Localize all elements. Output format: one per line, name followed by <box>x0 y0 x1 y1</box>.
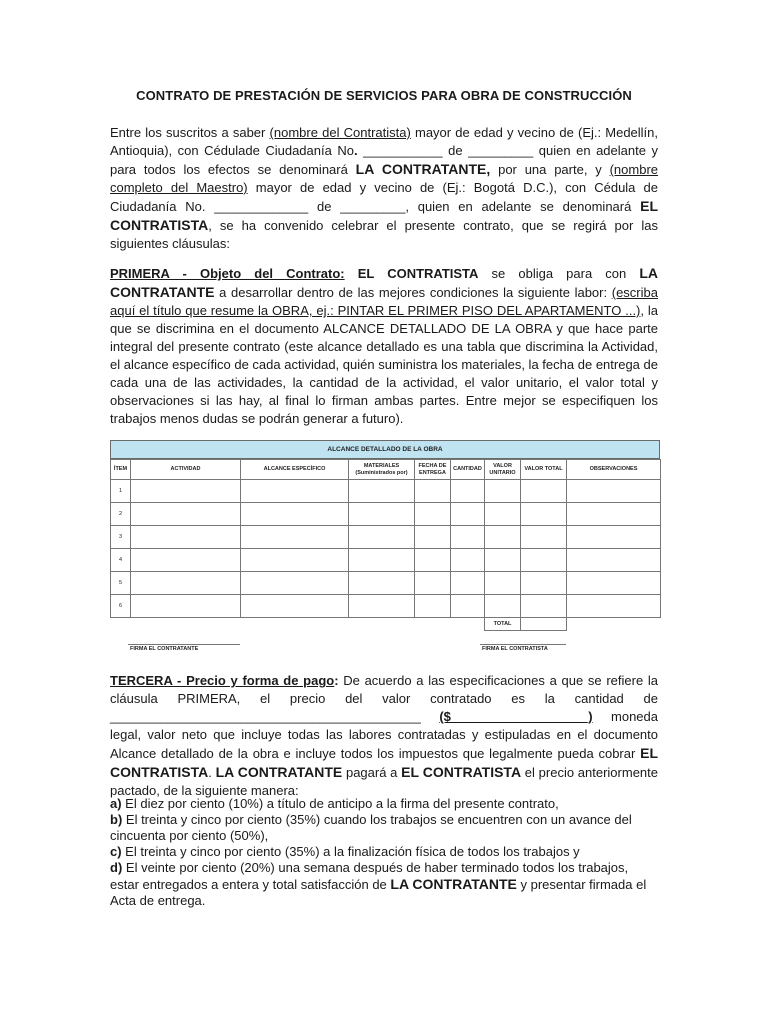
la-contratante-term: LA CONTRATANTE, <box>355 161 491 177</box>
header-actividad: ACTIVIDAD <box>131 460 241 480</box>
payment-text: El diez por ciento (10%) a título de anticipo a la firma del presente contrato, <box>121 796 559 811</box>
primera-la-contratante: LA CONTRATANTE <box>110 265 658 300</box>
signature-line-contratante <box>128 644 240 645</box>
labor-placeholder: (escriba aquí el título que resume la OBRA, ej.: PINTAR EL PRIMER PISO DEL APARTAMENTO ...) <box>110 285 658 318</box>
payment-letter: b) <box>110 812 123 827</box>
payment-list <box>110 796 658 909</box>
payment-letter: c) <box>110 844 122 859</box>
payment-letter: d) <box>110 860 123 875</box>
clause-tercera <box>110 672 658 800</box>
primera-text-3: , la que se discrimina en el documento ALCANCE DETALLADO DE LA OBRA y que hace parte integral del presente contrato (este alcance detallado es una tabla que discrimina la Actividad, el alcance específico de cada actividad, quién suministra los materiales, la fecha de entrega de cada una de las actividades, la cantidad de la actividad, el valor unitario, el valor total y observaciones si las hay, al final lo firman ambas partes. Entre mejor se especifiquen los trabajos menos dudas se podrán generar a futuro). <box>110 303 658 426</box>
payment-letter: a) <box>110 796 122 811</box>
header-alcance: ALCANCE ESPECÍFICO <box>241 460 349 480</box>
primera-text-2: a desarrollar dentro de las mejores condiciones la siguiente labor: <box>214 285 612 300</box>
header-valor-total: VALOR TOTAL <box>521 460 567 480</box>
tercera-el-contratista: EL CONTRATISTA <box>110 745 658 780</box>
payment-text: El veinte por ciento (20%) una semana después de haber terminado todos los trabajos, estar entregados a entera y total satisfacción de <box>110 860 629 892</box>
total-row <box>111 618 661 631</box>
intro-text-2: mayor de edad y vecino de (Ej.: Medellín, Antioquia), con Cédulade Ciudadanía No <box>110 125 659 158</box>
tercera-text-5: el precio anteriormente pactado, de la siguiente manera: <box>110 765 659 798</box>
row-number: 3 <box>111 526 131 549</box>
primera-text-1: se obliga para con <box>478 266 640 281</box>
primera-heading: PRIMERA - Objeto del Contrato: <box>110 266 345 281</box>
tercera-text-2: moneda legal, valor neto que incluye todas las labores contratadas y estipuladas en el documento Alcance detallado de la obra e incluye todos los impuestos que legalmente pueda cobrar <box>110 709 658 761</box>
intro-text-1: Entre los suscritos a saber <box>110 125 270 140</box>
payment-text: El treinta y cinco por ciento (35%) cuando los trabajos se encuentren con un avance del cincuenta por ciento (50%), <box>110 812 632 843</box>
intro-text-5: mayor de edad y vecino de (Ej.: Bogotá D.C.), con Cédula de Ciudadanía No. _____________ de _________, quien en adelante se denominará <box>110 180 658 214</box>
tercera-text-1: De acuerdo a las especificaciones a que se refiere la cláusula PRIMERA, el precio del valor contratado es la cantidad de ___________________________________________ <box>110 673 659 724</box>
tercera-colon: : <box>334 673 339 688</box>
payment-item <box>110 796 658 812</box>
header-valor-unitario: VALOR UNITARIO <box>485 460 521 480</box>
table-row <box>111 503 661 526</box>
payment-item <box>110 860 658 909</box>
alcance-table <box>110 459 661 631</box>
table-row <box>111 595 661 618</box>
contratista-placeholder: (nombre del Contratista) <box>269 125 411 140</box>
row-number: 2 <box>111 503 131 526</box>
intro-period: . <box>353 143 358 158</box>
total-label: TOTAL <box>485 618 521 631</box>
row-number: 5 <box>111 572 131 595</box>
tercera-el-contratista-2: EL CONTRATISTA <box>401 764 522 780</box>
intro-text-6: , se ha convenido celebrar el presente contrato, que se regirá por las siguientes cláusulas: <box>110 218 658 251</box>
header-fecha: FECHA DE ENTREGA <box>415 460 451 480</box>
payment-end-text: y presentar firmada el Acta de entrega. <box>110 877 647 908</box>
intro-text-3: ___________ de _________ quien en adelante y para todos los efectos se denominará <box>110 143 658 177</box>
table-title: ALCANCE DETALLADO DE LA OBRA <box>110 440 660 459</box>
el-contratista-term: EL CONTRATISTA <box>110 198 658 233</box>
primera-el-contratista: EL CONTRATISTA <box>344 266 479 281</box>
tercera-text-3: . <box>208 765 216 780</box>
header-materiales: MATERIALES (Suministrados por) <box>349 460 415 480</box>
alcance-table-image <box>110 440 660 652</box>
firma-contratista: FIRMA EL CONTRATISTA <box>482 646 548 652</box>
tercera-text-4: pagará a <box>342 765 402 780</box>
header-observaciones: OBSERVACIONES <box>567 460 661 480</box>
tercera-la-contratante: LA CONTRATANTE <box>215 764 343 780</box>
intro-text-4: por una parte, y <box>490 162 610 177</box>
table-header-row <box>111 460 661 480</box>
payment-text: El treinta y cinco por ciento (35%) a la finalización física de todos los trabajos y <box>121 844 580 859</box>
maestro-placeholder: (nombre completo del Maestro) <box>110 162 659 195</box>
table-row <box>111 480 661 503</box>
row-number: 6 <box>111 595 131 618</box>
payment-item <box>110 812 658 844</box>
row-number: 4 <box>111 549 131 572</box>
header-item: ÍTEM <box>111 460 131 480</box>
table-row <box>111 549 661 572</box>
tercera-heading-2: Precio y forma de pago <box>186 673 335 688</box>
firma-contratante: FIRMA EL CONTRATANTE <box>130 646 199 652</box>
row-number: 1 <box>111 480 131 503</box>
table-row <box>111 572 661 595</box>
signature-line-contratista <box>480 644 566 645</box>
monto-placeholder: ($___________________) <box>439 709 593 724</box>
tercera-heading: TERCERA - <box>110 673 187 688</box>
table-row <box>111 526 661 549</box>
clause-primera <box>110 264 658 428</box>
document-title: CONTRATO DE PRESTACIÓN DE SERVICIOS PARA OBRA DE CONSTRUCCIÓN <box>136 88 632 103</box>
payment-la-contratante: LA CONTRATANTE <box>390 876 517 892</box>
payment-item <box>110 844 658 860</box>
intro-paragraph <box>110 124 658 253</box>
header-cantidad: CANTIDAD <box>451 460 485 480</box>
